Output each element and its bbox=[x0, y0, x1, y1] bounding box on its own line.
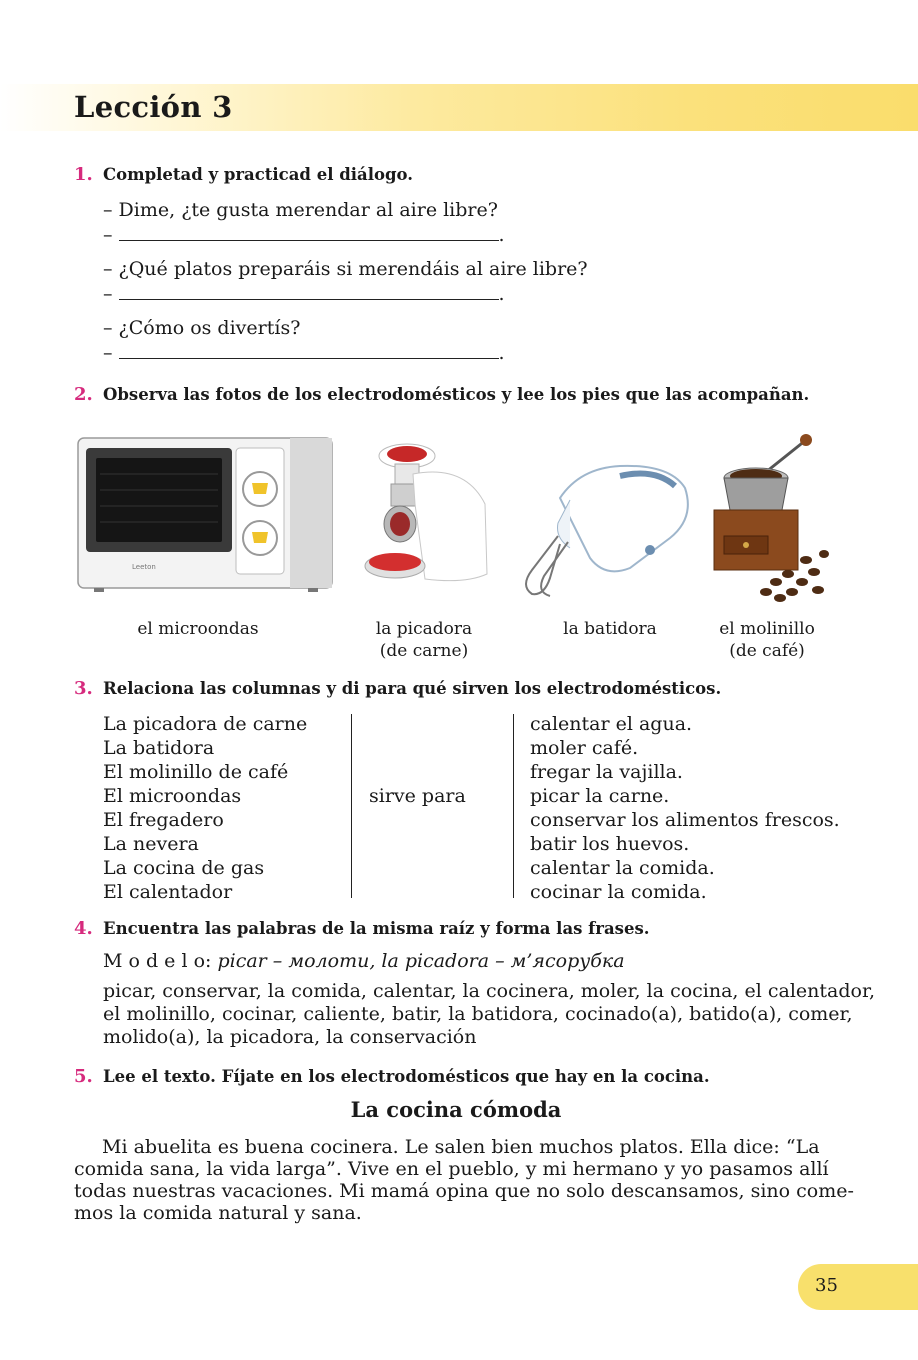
exercise-2-instruction: Observa las fotos de los electrodomésticos y lee los pies que las acompañan. bbox=[103, 385, 810, 404]
page-number: 35 bbox=[815, 1275, 838, 1296]
exercise-1-instruction: Completad y practicad el diálogo. bbox=[103, 165, 413, 184]
hand-mixer-image bbox=[510, 458, 695, 603]
purpose-item: moler café. bbox=[530, 737, 639, 759]
exercise-3-number: 3. bbox=[74, 678, 93, 699]
word-list-line: picar, conservar, la comida, calentar, la cocinera, moler, la cocina, el calentador, bbox=[103, 980, 875, 1002]
word-list-line: el molinillo, cocinar, caliente, batir, la batidora, cocinado(a), batido(a), comer, bbox=[103, 1003, 853, 1025]
meat-grinder-image bbox=[355, 434, 505, 599]
dialog-line-2: – ¿Qué platos preparáis si merendáis al aire libre? bbox=[103, 258, 588, 280]
exercise-4-instruction: Encuentra las palabras de la misma raíz y forma las frases. bbox=[103, 919, 650, 938]
purpose-column bbox=[530, 712, 840, 904]
appliance-column bbox=[103, 712, 307, 904]
appliance-item: La nevera bbox=[103, 833, 199, 855]
exercise-3-instruction: Relaciona las columnas y di para qué sirven los electrodomésticos. bbox=[103, 679, 722, 698]
story-line: comida sana, la vida larga”. Vive en el pueblo, y mi hermano y yo pasamos allí bbox=[74, 1158, 829, 1180]
exercise-1-number: 1. bbox=[74, 164, 93, 185]
answer-line-3: – . bbox=[103, 342, 505, 364]
appliance-item: La batidora bbox=[103, 737, 215, 759]
caption-coffee-grinder: el molinillo (de café) bbox=[719, 619, 815, 661]
word-list-line: molido(a), la picadora, la conservación bbox=[103, 1026, 477, 1048]
caption-hand-mixer: la batidora bbox=[563, 619, 657, 639]
answer-line-1: – . bbox=[103, 224, 505, 246]
exercise-5-number: 5. bbox=[74, 1066, 93, 1087]
word-list bbox=[103, 980, 875, 1048]
answer-blank-3[interactable] bbox=[119, 344, 499, 359]
story-line: mos la comida natural y sana. bbox=[74, 1202, 362, 1224]
story-title: La cocina cómoda bbox=[350, 1097, 562, 1122]
dialog-line-1: – Dime, ¿te gusta merendar al aire libre? bbox=[103, 199, 498, 221]
model-label: M o d e l o: bbox=[103, 950, 212, 972]
story-line: Mi abuelita es buena cocinera. Le salen bien muchos platos. Ella dice: “La bbox=[102, 1136, 820, 1158]
purpose-item: conservar los alimentos frescos. bbox=[530, 809, 840, 831]
appliance-item: El molinillo de café bbox=[103, 761, 289, 783]
dialog-line-3: – ¿Cómo os divertís? bbox=[103, 317, 301, 339]
purpose-item: calentar el agua. bbox=[530, 713, 693, 735]
exercise-4-number: 4. bbox=[74, 918, 93, 939]
caption-microwave: el microondas bbox=[137, 619, 259, 639]
exercise-2-number: 2. bbox=[74, 384, 93, 405]
exercise-5-instruction: Lee el texto. Fíjate en los electrodomésticos que hay en la cocina. bbox=[103, 1067, 710, 1086]
answer-blank-2[interactable] bbox=[119, 285, 499, 300]
story-line: todas nuestras vacaciones. Mi mamá opina que no solo descansamos, sino come- bbox=[74, 1180, 854, 1202]
model-line bbox=[103, 950, 625, 972]
appliance-item: El fregadero bbox=[103, 809, 224, 831]
appliance-item: El calentador bbox=[103, 881, 233, 903]
lesson-title: Lección 3 bbox=[74, 90, 233, 124]
story-paragraph bbox=[74, 1136, 854, 1224]
column-divider-right bbox=[513, 714, 514, 898]
middle-phrase: sirve para bbox=[369, 785, 466, 807]
column-divider-left bbox=[351, 714, 352, 898]
purpose-item: fregar la vajilla. bbox=[530, 761, 683, 783]
appliance-item: La cocina de gas bbox=[103, 857, 265, 879]
purpose-item: calentar la comida. bbox=[530, 857, 715, 879]
purpose-item: picar la carne. bbox=[530, 785, 670, 807]
appliance-item: La picadora de carne bbox=[103, 713, 308, 735]
microwave-image bbox=[76, 434, 336, 594]
purpose-item: cocinar la comida. bbox=[530, 881, 707, 903]
caption-meat-grinder: la picadora (de carne) bbox=[375, 619, 473, 661]
appliance-item: El microondas bbox=[103, 785, 242, 807]
coffee-grinder-image bbox=[706, 432, 832, 604]
model-text: picar – молоти, la picadora – м’ясорубка bbox=[217, 950, 625, 972]
answer-blank-1[interactable] bbox=[119, 226, 499, 241]
purpose-item: batir los huevos. bbox=[530, 833, 690, 855]
answer-line-2: – . bbox=[103, 283, 505, 305]
microwave-brand: Leeton bbox=[132, 563, 156, 571]
